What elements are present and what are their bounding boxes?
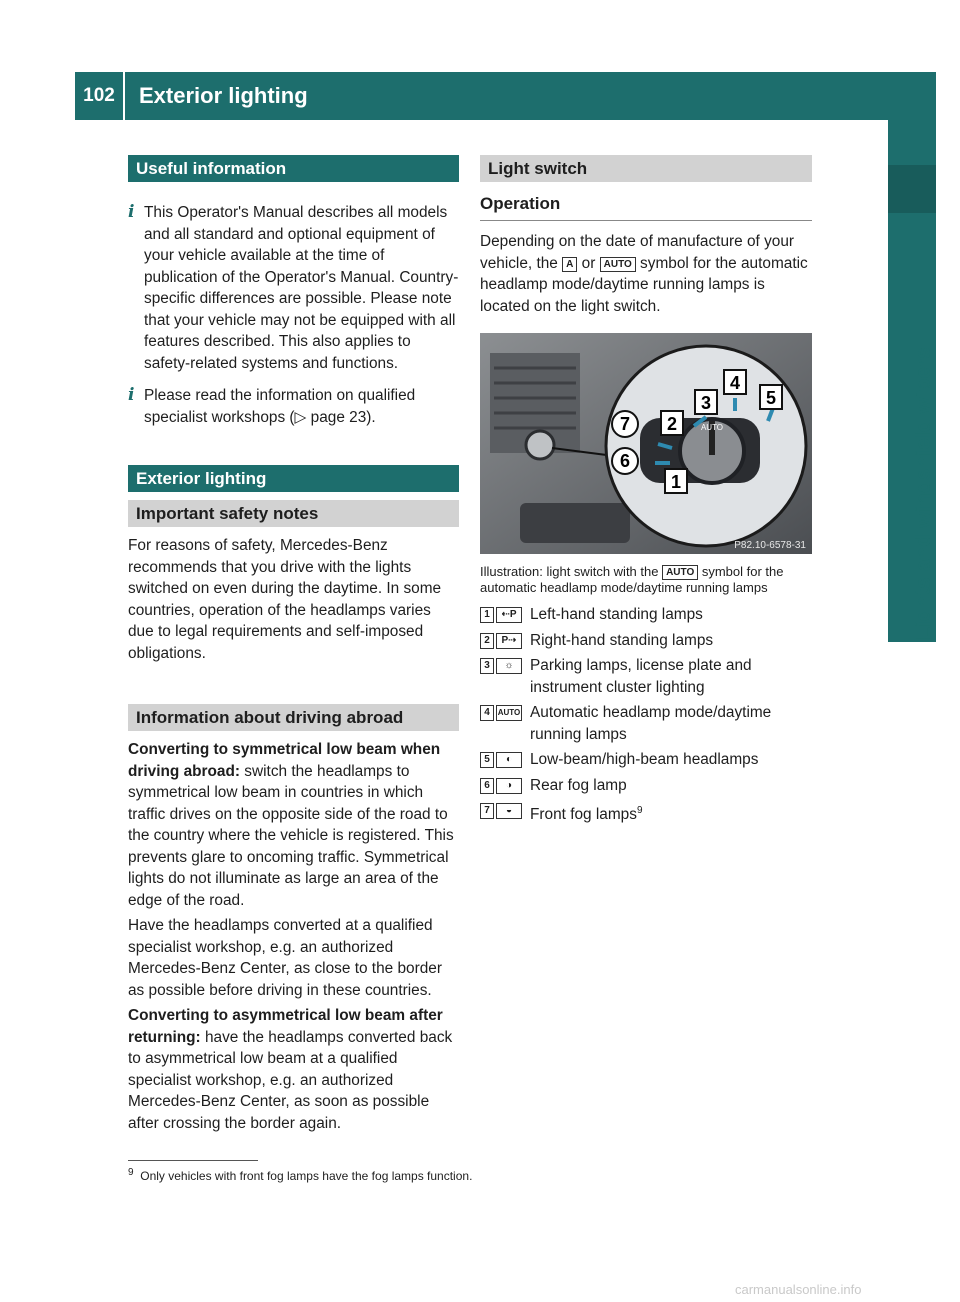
operation-text-part: or <box>577 254 600 272</box>
legend-item <box>480 604 812 626</box>
legend-text: Automatic headlamp mode/daytime running lamps <box>530 704 772 743</box>
footnote-number: 9 <box>128 1167 134 1178</box>
footnote-ref: 9 <box>636 805 643 816</box>
auto-symbol: AUTO <box>662 565 698 580</box>
caption-text: Illustration: light switch with the <box>480 564 663 579</box>
legend-text-value: Front fog lamps <box>530 806 637 824</box>
legend-list <box>480 604 812 826</box>
chapter-label: Lights and windshield wipers <box>912 347 935 640</box>
legend-text: Left-hand standing lamps <box>530 606 703 623</box>
symmetrical-text: switch the headlamps to symmetrical low beam in countries in which traffic drives on the opposite side of the road to the country where the vehicle is registered. This prevents glare to oncoming traffic. Symmetrical lights do not illuminate as large an area of the edge of the road. <box>128 762 454 909</box>
operation-text-part: symbol for the automatic headlamp mode/daytime running lamps is located on the light switch. <box>480 254 808 315</box>
watermark: carmanualsonline.info <box>735 1282 862 1297</box>
a-symbol: A <box>562 257 577 272</box>
exterior-lighting-heading: Exterior lighting <box>128 465 459 492</box>
footnote-divider <box>128 1160 258 1161</box>
pedal-area <box>520 503 630 543</box>
standing-lamp-right-icon: P⇢ <box>496 633 522 649</box>
auto-label: AUTO <box>700 423 724 432</box>
asymmetrical-bold: Converting to asymmetrical low beam after returning: <box>128 1007 443 1046</box>
convert-paragraph: Have the headlamps converted at a qualified specialist workshop, e.g. an authorized Mercedes-Benz Center, as close to the border as possible before driving in these countries. <box>128 917 442 999</box>
legend-item <box>480 800 812 826</box>
asymmetrical-paragraph <box>128 1005 459 1134</box>
left-column <box>128 155 459 1134</box>
legend-number: 6 <box>480 778 494 794</box>
figure-caption <box>480 564 812 596</box>
auto-symbol: AUTO <box>600 257 636 272</box>
legend-item <box>480 630 812 652</box>
symmetrical-paragraph <box>128 739 459 911</box>
legend-number: 2 <box>480 633 494 649</box>
front-fog-lamp-icon: ◒ <box>496 803 522 819</box>
light-switch-illustration <box>480 333 812 554</box>
legend-item <box>480 655 812 698</box>
legend-text: Parking lamps, license plate and instrument cluster lighting <box>530 657 752 696</box>
svg-text:5: 5 <box>765 388 777 408</box>
figure-code: P82.10-6578-31 <box>734 540 806 551</box>
info-icon: i <box>128 202 135 222</box>
operation-text <box>480 231 812 317</box>
legend-text: Low-beam/high-beam headlamps <box>530 751 759 768</box>
legend-number: 4 <box>480 705 494 721</box>
legend-text: Right-hand standing lamps <box>530 631 714 649</box>
legend-number: 1 <box>480 607 494 623</box>
svg-text:2: 2 <box>666 414 678 434</box>
operation-text-part: Depending on the date of manufacture of your vehicle, the <box>480 233 795 272</box>
svg-text:1: 1 <box>670 472 682 492</box>
legend-text: Rear fog lamp <box>530 776 627 794</box>
footnote <box>128 1167 472 1183</box>
info-note-1 <box>128 202 459 374</box>
light-switch-heading: Light switch <box>480 155 812 182</box>
standing-lamp-left-icon: ⇠P <box>496 607 522 623</box>
page-header <box>75 72 888 120</box>
info-text-1: This Operator's Manual describes all models and all standard and optional equipment of your vehicle available at the time of publication of the Operator's Manual. Country-specific differences are possible. Please note that your vehicle may not be equipped with all features described. This also applies to safety-related systems and functions. <box>144 204 459 372</box>
low-beam-icon: ◐ <box>496 752 522 768</box>
footnote-text: Only vehicles with front fog lamps have the fog lamps function. <box>140 1169 473 1183</box>
operation-heading: Operation <box>480 182 812 221</box>
legend-text <box>522 800 812 826</box>
info-icon: i <box>128 385 135 405</box>
safety-text: For reasons of safety, Mercedes-Benz recommends that you drive with the lights switched on even during the daytime. In some countries, operation of the headlamps varies due to legal requirements and self-imposed obligations. <box>128 537 442 662</box>
svg-text:3: 3 <box>700 393 712 413</box>
auto-headlamp-icon: AUTO <box>496 705 522 721</box>
rear-fog-lamp-icon: ◑ <box>496 778 522 794</box>
small-switch <box>526 431 554 459</box>
safety-notes-heading: Important safety notes <box>128 500 459 527</box>
caption-text: symbol for the automatic headlamp mode/daytime running lamps <box>480 564 784 595</box>
page-number: 102 <box>75 72 125 120</box>
info-text-2: Please read the information on qualified specialist workshops (▷ page 23). <box>144 387 416 426</box>
asymmetrical-text: have the headlamps converted back to asymmetrical low beam at a qualified specialist workshop, e.g. an authorized Mercedes-Benz Center, as soon as possible after crossing the border again. <box>128 1028 453 1132</box>
legend-item <box>480 749 812 771</box>
svg-text:4: 4 <box>729 373 741 393</box>
info-note-2 <box>128 385 459 428</box>
page-title: Exterior lighting <box>139 83 308 108</box>
illustration-svg <box>480 333 812 554</box>
legend-number: 3 <box>480 658 494 674</box>
useful-info-heading: Useful information <box>128 155 459 182</box>
svg-text:7: 7 <box>619 414 631 434</box>
legend-number: 7 <box>480 803 494 819</box>
legend-item <box>480 775 812 797</box>
legend-number: 5 <box>480 752 494 768</box>
symmetrical-bold: Converting to symmetrical low beam when driving abroad: <box>128 741 441 780</box>
legend-item <box>480 702 812 745</box>
svg-text:6: 6 <box>619 451 631 471</box>
right-column <box>480 155 812 830</box>
driving-abroad-heading: Information about driving abroad <box>128 704 459 731</box>
parking-lamp-icon: ☼ <box>496 658 522 674</box>
